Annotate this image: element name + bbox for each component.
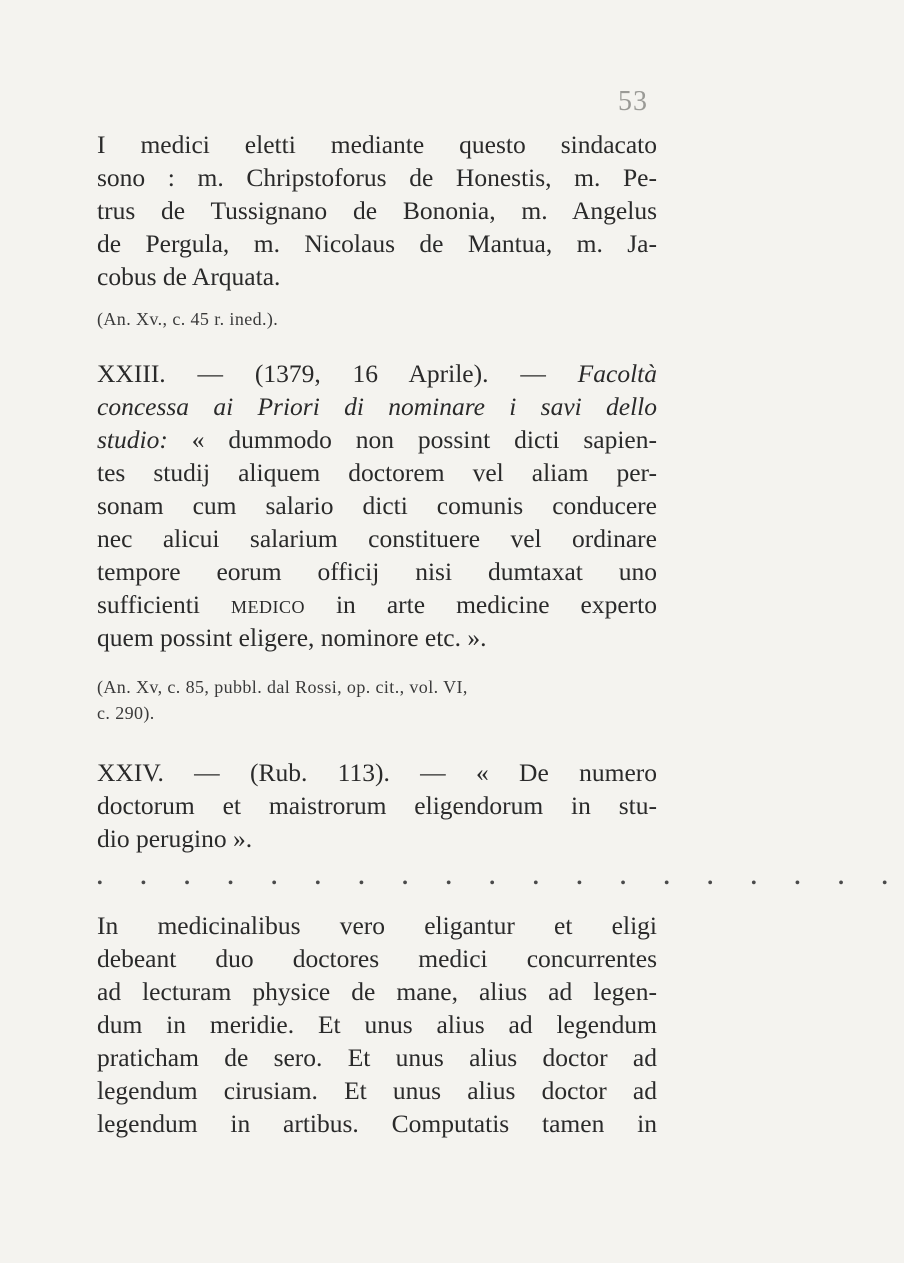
text-line: sonam cum salario dicti comunis conducere (97, 491, 657, 520)
text-line: de Pergula, m. Nicolaus de Mantua, m. Ja- (97, 229, 657, 258)
note-line: (An. Xv., c. 45 r. ined.). (97, 309, 279, 329)
text-line (97, 588, 657, 621)
section-title-italic: studio: (97, 425, 168, 454)
text-line: XXIV. — (Rub. 113). — « De numero (97, 758, 657, 787)
citation-note-2 (97, 674, 657, 726)
text-line: cobus de Arquata. (97, 262, 281, 291)
text-line: concessa ai Priori di nominare i savi dello (97, 392, 657, 421)
text-line: trus de Tussignano de Bononia, m. Angelus (97, 196, 657, 225)
text-line: tempore eorum officij nisi dumtaxat uno (97, 557, 657, 586)
citation-note-1 (97, 306, 657, 332)
paragraph-medicinalibus (97, 909, 657, 1140)
text-line: legendum in artibus. Computatis tamen in (97, 1109, 657, 1138)
note-line: c. 290). (97, 703, 155, 723)
text-line: ad lecturam physice de mane, alius ad legen- (97, 977, 657, 1006)
text-line: dum in meridie. Et unus alius ad legendum (97, 1010, 657, 1039)
ellipsis-dots (97, 875, 904, 893)
text-line: In medicinalibus vero eligantur et eligi (97, 911, 657, 940)
text-run: in arte medicine experto (304, 590, 658, 619)
note-line: (An. Xv, c. 85, pubbl. dal Rossi, op. cit., vol. VI, (97, 677, 468, 697)
dot-leader: • • • • • • • • • • • • • • • • • • • (97, 875, 904, 892)
small-caps-word: medico (230, 590, 305, 619)
paragraph-xxiv (97, 756, 657, 855)
text-line (97, 423, 657, 456)
text-line: I medici eletti mediante questo sindacato (97, 130, 657, 159)
text-line: quem possint eligere, nominore etc. ». (97, 623, 487, 652)
page-number: 53 (618, 86, 648, 117)
paragraph-medici-eletti (97, 128, 657, 293)
section-title-italic: Facoltà (577, 359, 657, 388)
text-line: dio perugino ». (97, 824, 253, 853)
text-line: praticham de sero. Et unus alius doctor ad (97, 1043, 657, 1072)
text-line (97, 357, 657, 390)
text-line: nec alicui salarium constituere vel ordinare (97, 524, 657, 553)
quote-text: « dummodo non possint dicti sapien- (167, 425, 657, 454)
text-line: doctorum et maistrorum eligendorum in stu- (97, 791, 657, 820)
text-line: tes studij aliquem doctorem vel aliam per- (97, 458, 657, 487)
text-line: legendum cirusiam. Et unus alius doctor ad (97, 1076, 657, 1105)
text-line: debeant duo doctores medici concurrentes (97, 944, 657, 973)
text-line: sono : m. Chripstoforus de Honestis, m. Pe- (97, 163, 657, 192)
text-run: sufficienti (97, 590, 231, 619)
paragraph-xxiii (97, 357, 657, 654)
section-heading: XXIII. — (1379, 16 Aprile). — (97, 359, 578, 388)
